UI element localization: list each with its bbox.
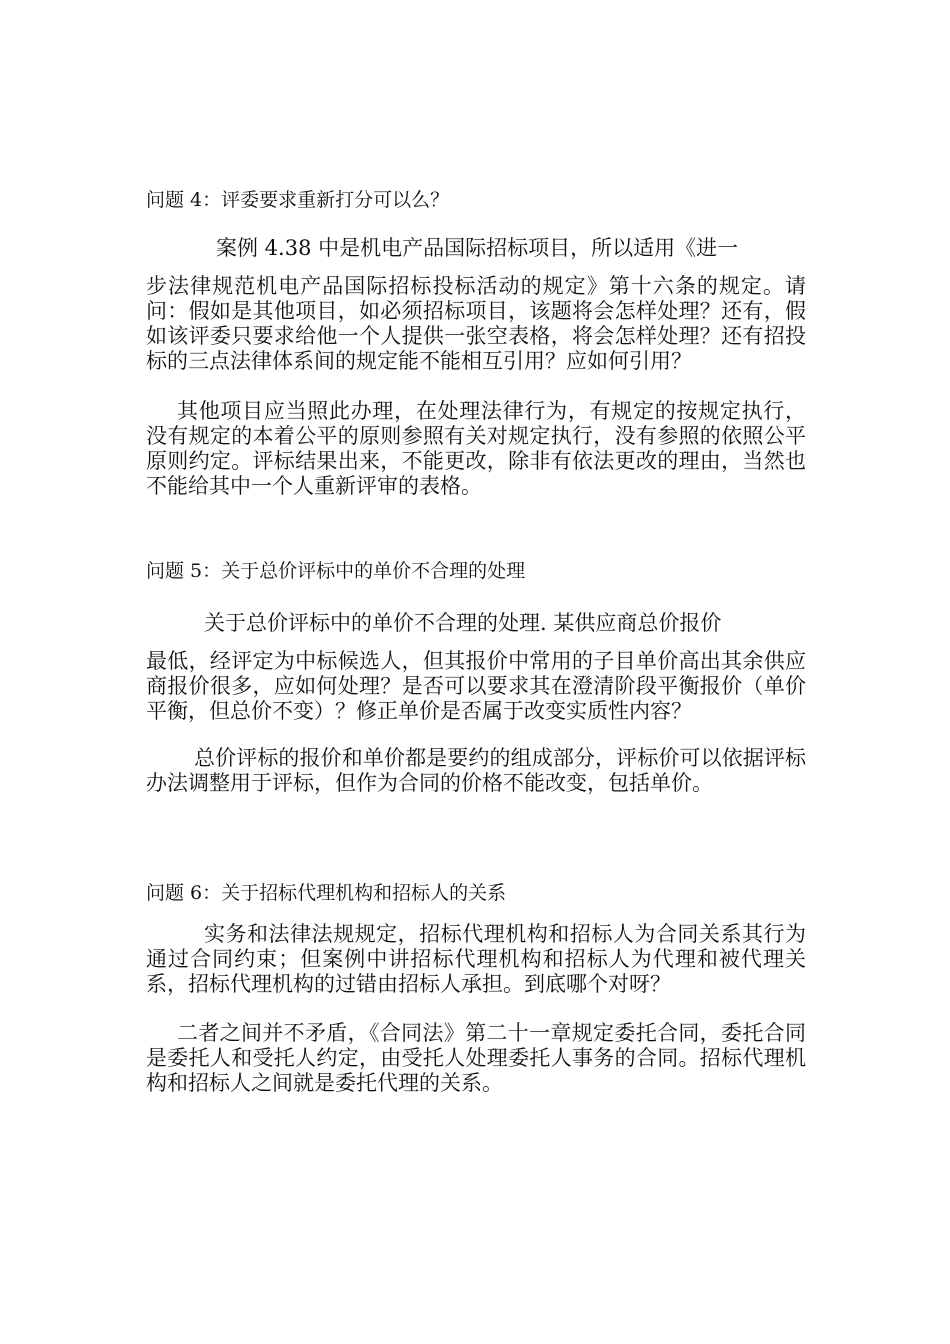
question-6-heading: 问题 6：关于招标代理机构和招标人的关系 <box>146 882 507 904</box>
question-5-heading: 问题 5：关于总价评标中的单价不合理的处理 <box>146 560 526 582</box>
question-5-body: 最低，经评定为中标候选人，但其报价中常用的子目单价高出其余供应商报价很多，应如何处理？是否可以要求其在澄清阶段平衡报价（单价平衡，但总价不变）？修正单价是否属于改变实质性内容？ <box>146 649 806 723</box>
question-4-lead: 案例 4.38 中是机电产品国际招标项目，所以适用《进一 <box>216 236 739 260</box>
question-4-body: 步法律规范机电产品国际招标投标活动的规定》第十六条的规定。请问：假如是其他项目，如必须招标项目，该题将会怎样处理？还有，假如该评委只要求给他一个人提供一张空表格，将会怎样处理？还有招投标的三点法律体系间的规定能不能相互引用？应如何引用？ <box>146 274 806 373</box>
question-5-answer: 总价评标的报价和单价都是要约的组成部分，评标价可以依据评标办法调整用于评标，但作为合同的价格不能改变，包括单价。 <box>146 746 806 795</box>
question-4-answer: 其他项目应当照此办理，在处理法律行为，有规定的按规定执行，没有规定的本着公平的原则参照有关对规定执行，没有参照的依照公平原则约定。评标结果出来，不能更改，除非有依法更改的理由，当然也不能给其中一个人重新评审的表格。 <box>146 399 806 498</box>
question-6-answer: 二者之间并不矛盾，《合同法》第二十一章规定委托合同，委托合同是委托人和受托人约定，由受托人处理委托人事务的合同。招标代理机构和招标人之间就是委托代理的关系。 <box>146 1021 806 1095</box>
question-5-lead: 关于总价评标中的单价不合理的处理. 某供应商总价报价 <box>204 611 722 635</box>
question-4-heading: 问题 4：评委要求重新打分可以么？ <box>146 189 450 211</box>
question-6-body: 实务和法律法规规定，招标代理机构和招标人为合同关系其行为通过合同约束；但案例中讲招标代理机构和招标人为代理和被代理关系，招标代理机构的过错由招标人承担。到底哪个对呀？ <box>146 922 806 996</box>
